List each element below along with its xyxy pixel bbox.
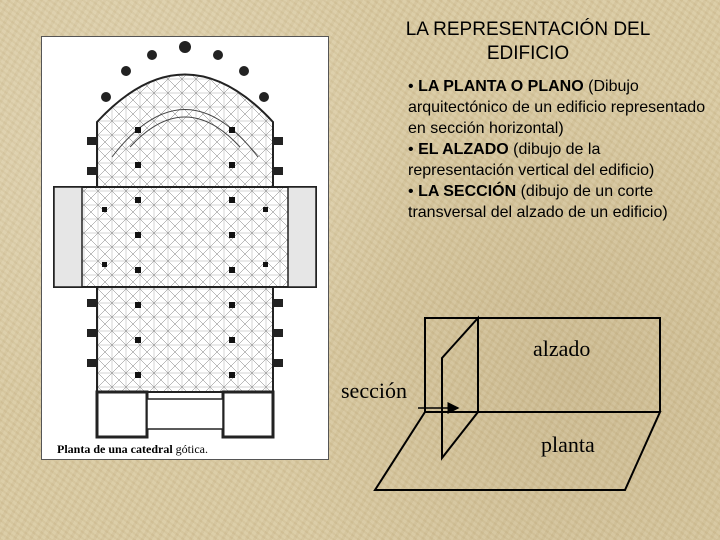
bullet-marker: •	[408, 183, 414, 200]
label-planta: planta	[541, 432, 595, 457]
bullet-marker: •	[408, 78, 414, 95]
bullet-term: EL ALZADO	[418, 141, 509, 158]
plan-caption-bold: Planta de una catedral	[57, 442, 173, 456]
bullet-definition: (Dibujo arquitectónico de un edificio representado en sección horizontal)	[408, 78, 706, 137]
bullet-planta	[408, 76, 708, 139]
label-alzado: alzado	[533, 336, 591, 361]
bullet-seccion	[408, 181, 708, 223]
bullet-list	[408, 76, 708, 223]
planta-plane	[375, 412, 660, 490]
bullet-definition: (dibujo de un corte transversal del alzado de un edificio)	[408, 183, 668, 221]
seccion-plane	[442, 318, 478, 458]
slide-title: LA REPRESENTACIÓN DEL EDIFICIO	[405, 19, 651, 64]
label-seccion: sección	[341, 378, 407, 403]
bullet-term: LA SECCIÓN	[418, 183, 517, 200]
bullet-term: LA PLANTA O PLANO	[418, 78, 584, 95]
cathedral-plan-drawing	[42, 37, 328, 459]
bullet-definition: (dibujo de la representación vertical del edificio)	[408, 141, 655, 179]
plan-caption-rest: gótica.	[172, 442, 208, 456]
plan-caption	[57, 442, 208, 457]
bullet-alzado	[408, 139, 708, 181]
cathedral-floor-plan-image	[41, 36, 329, 460]
alzado-plane	[425, 318, 660, 412]
bullet-marker: •	[408, 141, 414, 158]
